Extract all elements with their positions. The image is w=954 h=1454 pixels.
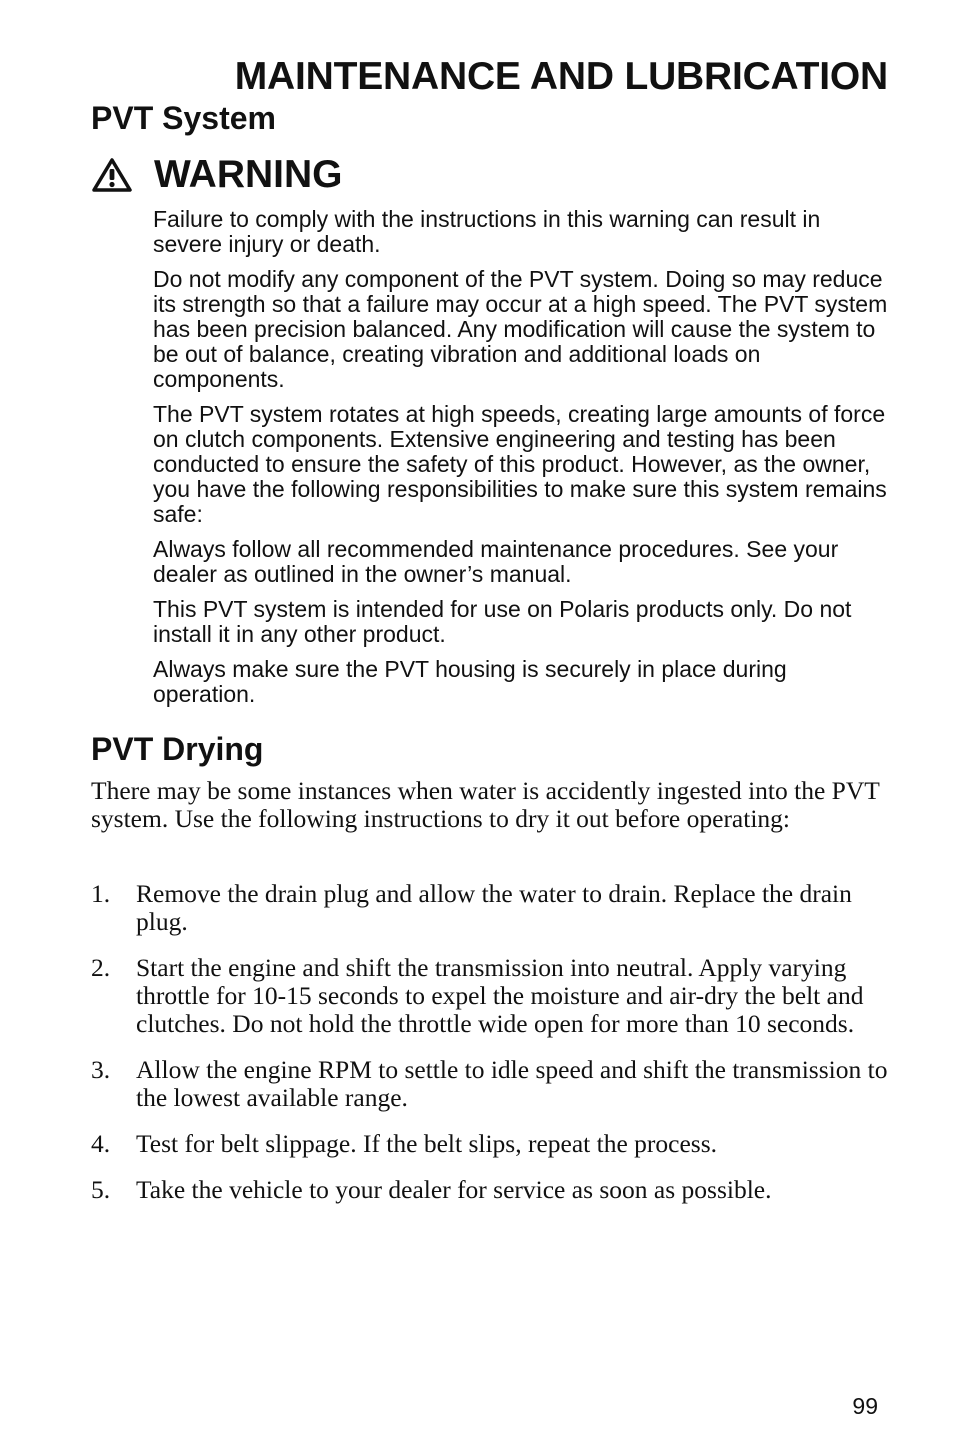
list-item	[91, 1130, 901, 1158]
step-number: 4.	[91, 1129, 111, 1158]
step-number: 5.	[91, 1175, 111, 1204]
step-text: Test for belt slippage. If the belt slips, repeat the process.	[136, 1129, 717, 1158]
chapter-title: MAINTENANCE AND LUBRICATION	[234, 55, 888, 98]
step-number: 1.	[91, 879, 111, 908]
warning-paragraph: This PVT system is intended for use on Polaris products only. Do not install it in any other product.	[153, 596, 852, 647]
list-item	[91, 1176, 901, 1204]
step-text: Start the engine and shift the transmission into neutral. Apply varying throttle for 10-15 seconds to expel the moisture and air-dry the belt and clutches. Do not hold the throttle wide open for more than 10 seconds.	[136, 953, 864, 1038]
page-number: 99	[852, 1393, 878, 1419]
list-item	[91, 954, 901, 1038]
pvt-drying-steps	[91, 880, 901, 1222]
step-text: Remove the drain plug and allow the water to drain. Replace the drain plug.	[136, 879, 852, 936]
warning-paragraph: Failure to comply with the instructions in this warning can result in severe injury or death.	[153, 206, 821, 257]
step-text: Allow the engine RPM to settle to idle speed and shift the transmission to the lowest available range.	[136, 1055, 888, 1112]
section-title-pvt-system: PVT System	[91, 100, 276, 136]
list-item	[91, 1056, 901, 1112]
warning-paragraph: Do not modify any component of the PVT system. Doing so may reduce its strength so that a failure may occur at a high speed. The PVT system has been precision balanced. Any modification will cause the system to be out of balance, creating vibration and additional loads on components.	[153, 266, 888, 392]
section-title-pvt-drying: PVT Drying	[91, 731, 264, 767]
warning-title: WARNING	[154, 153, 343, 196]
list-item	[91, 880, 901, 936]
warning-triangle-icon	[92, 157, 132, 193]
warning-paragraph: The PVT system rotates at high speeds, creating large amounts of force on clutch components. Extensive engineering and testing has been conducted to ensure the safety of this product. However, as the owner, you have the following responsibilities to make sure this system remains safe:	[153, 401, 887, 527]
warning-header	[92, 154, 343, 197]
warning-paragraph: Always make sure the PVT housing is securely in place during operation.	[153, 656, 787, 707]
warning-paragraph: Always follow all recommended maintenance procedures. See your dealer as outlined in the owner’s manual.	[153, 536, 839, 587]
step-number: 2.	[91, 953, 111, 982]
warning-body	[153, 207, 893, 717]
pvt-drying-intro: There may be some instances when water is accidently ingested into the PVT system. Use the following instructions to dry it out before operating:	[91, 776, 880, 833]
step-text: Take the vehicle to your dealer for service as soon as possible.	[136, 1175, 772, 1204]
step-number: 3.	[91, 1055, 111, 1084]
